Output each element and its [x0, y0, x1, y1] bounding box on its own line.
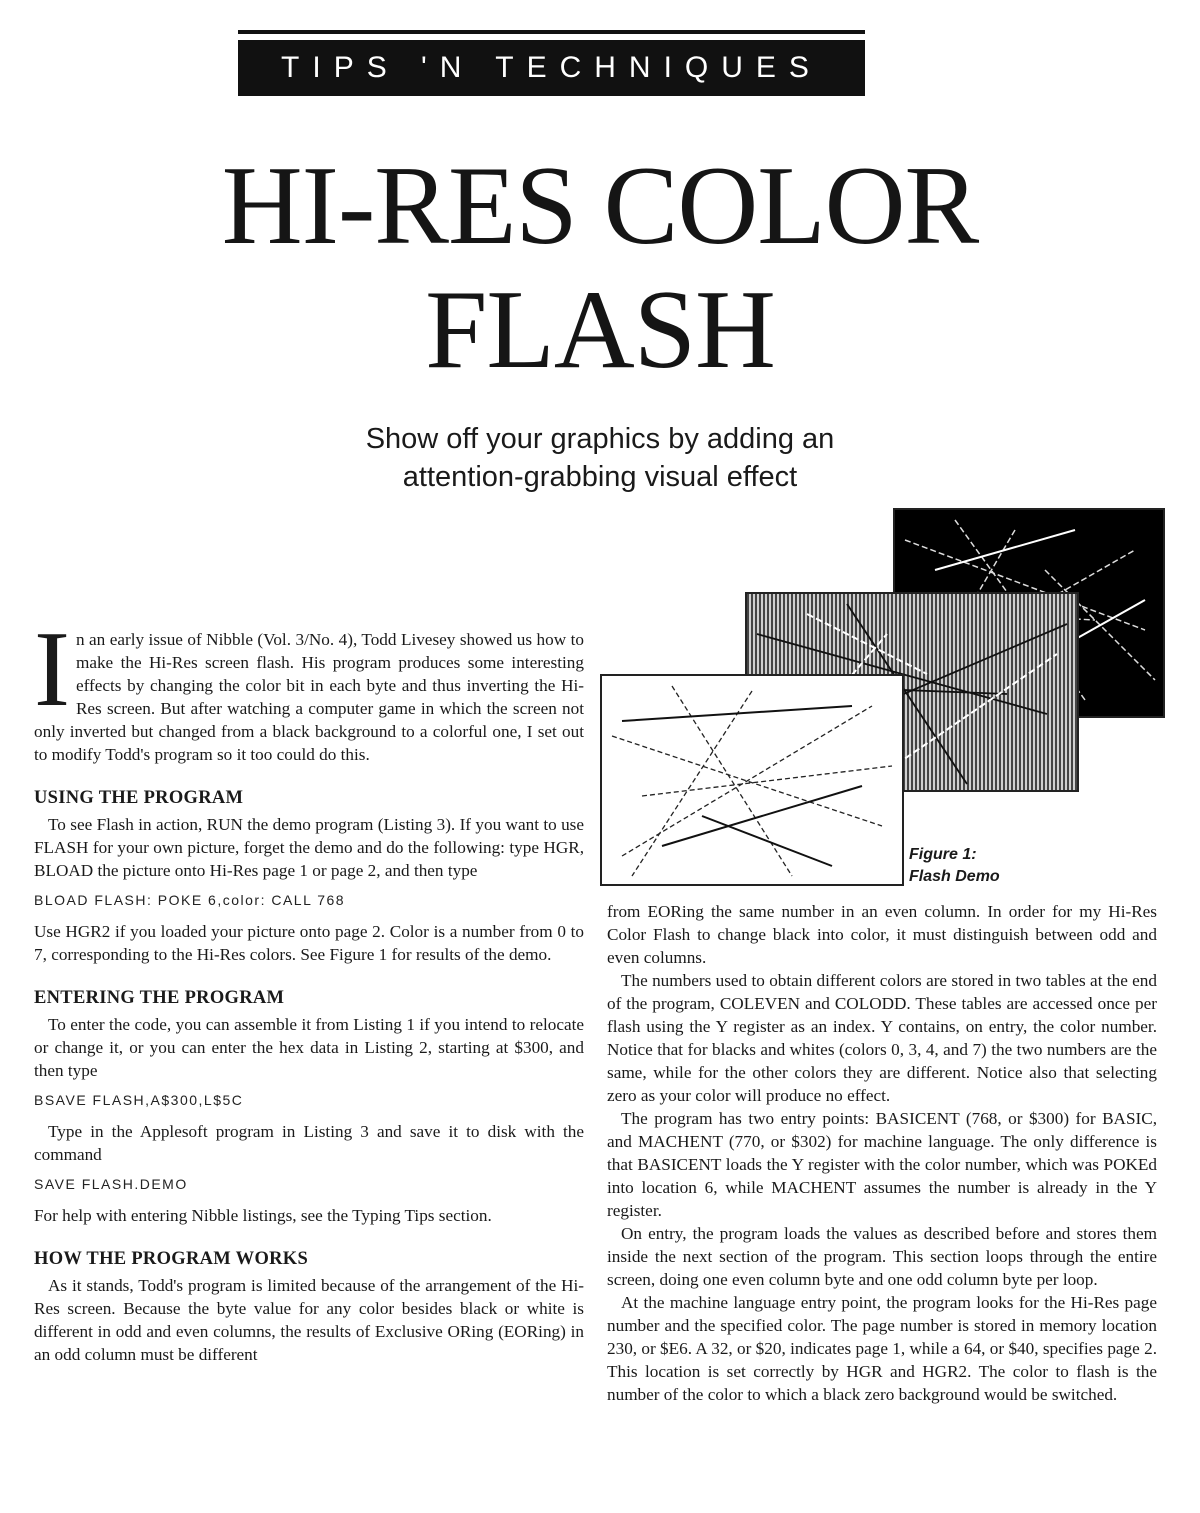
subtitle-line-2: attention-grabbing visual effect	[402, 461, 798, 493]
entering-paragraph-3: For help with entering Nibble listings, see the Typing Tips section.	[34, 1206, 492, 1225]
entering-paragraph-1: To enter the code, you can assemble it from Listing 1 if you intend to relocate or change it, or you can enter the hex data in Listing 2, starting at $300, and then type	[34, 1015, 584, 1080]
heading-how-the-program-works: HOW THE PROGRAM WORKS	[34, 1249, 309, 1269]
drop-cap: I	[34, 610, 70, 729]
heading-using-the-program: USING THE PROGRAM	[34, 788, 244, 808]
figure-panel-white	[600, 674, 904, 886]
code-bsave: BSAVE FLASH,A$300,L$5C	[34, 1092, 244, 1108]
figure-caption-title: Flash Demo	[909, 868, 1000, 885]
using-paragraph-1: To see Flash in action, RUN the demo program (Listing 3). If you want to use FLASH for your own picture, forget the demo and do the following: type HGR, BLOAD the picture onto Hi-Res page 1 or page 2, and then type	[34, 815, 584, 880]
left-column	[34, 610, 584, 1366]
header-rule	[238, 30, 865, 34]
article-subtitle	[0, 420, 1200, 496]
figure-caption-label: Figure 1:	[909, 846, 977, 863]
right-column	[607, 900, 1157, 1406]
right-paragraph-4: On entry, the program loads the values as described before and stores them inside the next section of the program. This section loops through the entire screen, doing one even column byte and one odd column byte per loop.	[607, 1224, 1157, 1289]
right-paragraph-3: The program has two entry points: BASICENT (768, or $300) for BASIC, and MACHENT (770, or $302) for machine language. The only difference is that BASICENT loads the Y register with the color number, which was POKEd into location 6, while MACHENT assumes the number is already in the Y register.	[607, 1109, 1157, 1220]
using-paragraph-2: Use HGR2 if you loaded your picture onto page 2. Color is a number from 0 to 7, corresponding to the Hi-Res colors. See Figure 1 for results of the demo.	[34, 922, 584, 964]
section-label: TIPS 'N TECHNIQUES	[238, 40, 865, 96]
right-paragraph-2: The numbers used to obtain different colors are stored in two tables at the end of the program, COLEVEN and COLODD. These tables are accessed once per flash using the Y register as an index. Y contains, on entry, the color number. Notice that for blacks and whites (colors 0, 3, 4, and 7) the two numbers are the same, while for the other colors they are different. Notice also that selecting zero as your color will produce no effect.	[607, 971, 1157, 1105]
title-line-2: FLASH	[425, 268, 775, 392]
code-save: SAVE FLASH.DEMO	[34, 1176, 188, 1192]
section-header	[238, 30, 865, 96]
figure-flash-demo	[600, 500, 1190, 890]
figure-caption	[909, 844, 1000, 888]
code-bload: BLOAD FLASH: POKE 6,color: CALL 768	[34, 892, 346, 908]
subtitle-line-1: Show off your graphics by adding an	[365, 423, 835, 455]
heading-entering-the-program: ENTERING THE PROGRAM	[34, 988, 285, 1008]
intro-paragraph	[34, 610, 584, 766]
how-paragraph-1: As it stands, Todd's program is limited because of the arrangement of the Hi-Res screen. Because the byte value for any color besides black or white is different in odd and even columns, the results of Exclusive ORing (EORing) in an odd column must be different	[34, 1276, 584, 1364]
entering-paragraph-2: Type in the Applesoft program in Listing 3 and save it to disk with the command	[34, 1122, 584, 1164]
right-paragraph-1: from EORing the same number in an even column. In order for my Hi-Res Color Flash to change black into color, it must distinguish between odd and even columns.	[607, 902, 1157, 967]
article-title	[0, 144, 1200, 392]
title-line-1: HI-RES COLOR	[221, 144, 979, 268]
intro-text: n an early issue of Nibble (Vol. 3/No. 4), Todd Livesey showed us how to make the Hi-Res screen flash. His program produces some interesting effects by changing the color bit in each byte and thus inverting the Hi-Res screen. But after watching a computer game in which the screen not only inverted but changed from a black background to a colorful one, I set out to modify Todd's program so it too could do this.	[34, 630, 584, 764]
right-paragraph-5: At the machine language entry point, the program looks for the Hi-Res page number and the specified color. The page number is stored in memory location 230, or $E6. A 32, or $20, indicates page 1, while a 64, or $40, specifies page 2. This location is set correctly by HGR and HGR2. The color to flash is the number of the color to which a black zero background would be switched.	[607, 1293, 1157, 1404]
